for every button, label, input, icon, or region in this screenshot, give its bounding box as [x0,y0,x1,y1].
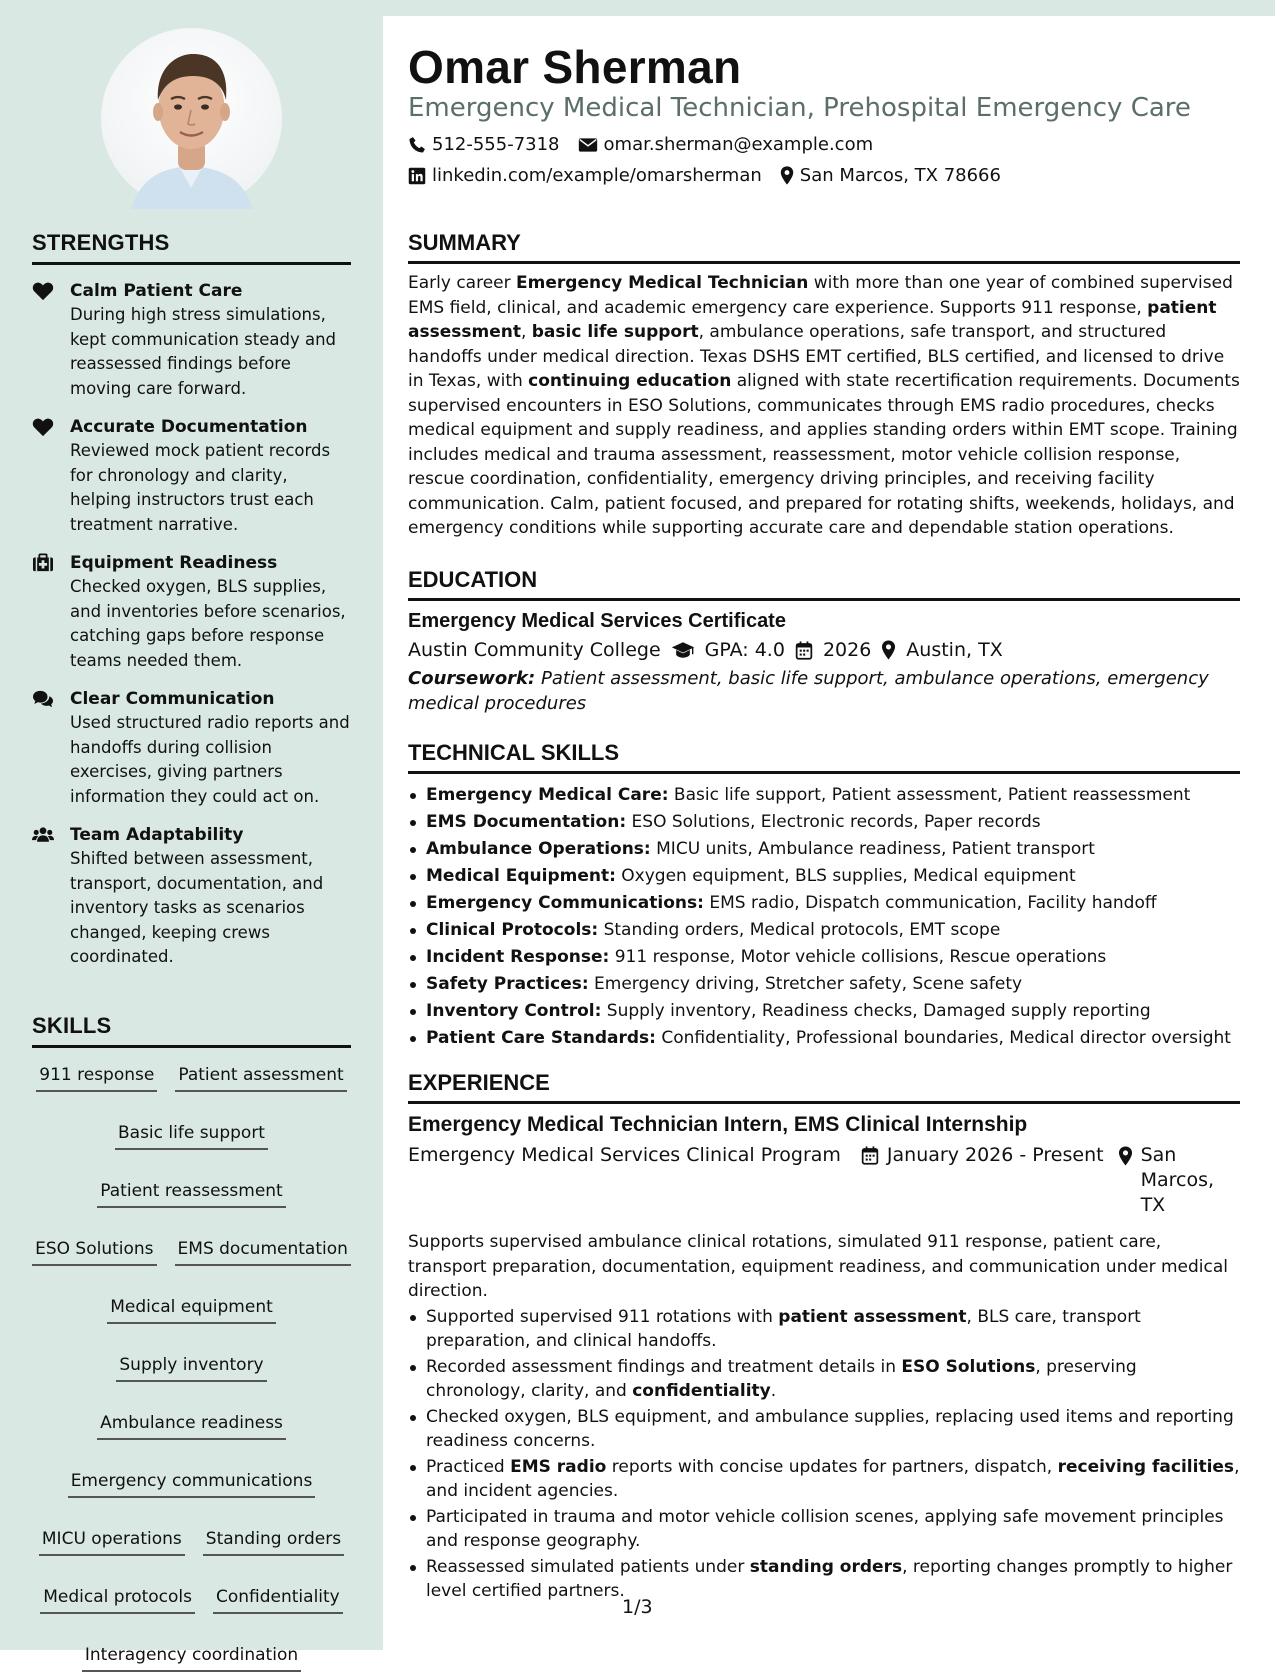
strength-desc: Used structured radio reports and handoffs during collision exercises, giving partners information they could act on. [70,713,350,806]
text-run: aligned with state recertification requirements. Documents supervised encounters in ESO Solutions, communicates through EMS radio procedures, checks medical equipment and supply readiness, and applies standing orders within EMT scope. Training includes medical and trauma assessment, reassessment, motor vehicle collision response, rescue coordination, confidentiality, emergency driving principles, and receiving facility communication. Calm, patient focused, and prepared for rotating shifts, weekends, holidays, and emergency conditions while supporting accurate care and dependable station operations. [408,371,1240,538]
strength-title: Team Adaptability [70,825,244,845]
experience-bullet [408,1355,1240,1404]
emphasis-text: patient assessment [778,1306,967,1327]
text-run: Checked oxygen, BLS equipment, and ambulance supplies, replacing used items and reporting readiness concerns. [426,1406,1234,1451]
strength-desc: Checked oxygen, BLS supplies, and inventories before scenarios, catching gaps before response teams needed them. [70,577,346,670]
graduation-year: 2026 [822,639,872,661]
summary-title: SUMMARY [408,230,1240,264]
top-strip [0,0,1275,16]
skill-category: Incident Response: [426,947,610,967]
experience-bullet [408,1305,1240,1354]
skill-values: Emergency driving, Stretcher safety, Scene safety [588,974,1023,994]
technical-skill-item [408,971,1240,998]
skill-category: EMS Documentation: [426,812,627,832]
degree-name: Emergency Medical Services Certificate [408,610,786,632]
skill-category: Clinical Protocols: [426,920,599,940]
technical-skill-item [408,998,1240,1025]
experience-bullet [408,1405,1240,1454]
experience-section [408,1070,1240,1604]
skills-title: SKILLS [32,1013,351,1048]
phone-icon [408,136,426,154]
heart-icon [32,417,54,437]
coursework [408,667,1240,716]
graduation-cap-icon [671,641,695,659]
email-text: omar.sherman@example.com [603,134,874,155]
gpa-text: GPA: 4.0 [704,639,785,661]
experience-bullet [408,1555,1240,1604]
skill-values: Basic life support, Patient assessment, Patient reassessment [668,785,1191,805]
strength-title: Clear Communication [70,689,275,709]
heart-icon [32,281,54,301]
linkedin-contact[interactable] [408,165,762,186]
calendar-icon [795,641,813,660]
map-pin-icon [1118,1146,1133,1166]
school-name: Austin Community College [408,639,661,661]
phone-contact[interactable] [408,134,560,155]
strength-title: Accurate Documentation [70,417,308,437]
emphasis-text: standing orders [749,1556,903,1577]
emphasis-text: receiving facilities [1057,1456,1235,1477]
skill-category: Inventory Control: [426,1001,602,1021]
experience-bullet [408,1455,1240,1504]
job-bullets [408,1305,1240,1604]
map-pin-icon [780,166,794,185]
job-dates: January 2026 - Present [886,1144,1104,1166]
emphasis-text: ESO Solutions [901,1356,1036,1377]
text-run: with more than one year of combined supervised EMS field, clinical, and academic emergency care experience. Supports 911 response, [408,273,1233,318]
emphasis-text: confidentiality [632,1381,771,1401]
job-intro: Supports supervised ambulance clinical rotations, simulated 911 response, patient care, transport preparation, documentation, equipment readiness, and communication under medical direction. [408,1232,1229,1301]
skill-tag: Medical equipment [107,1296,276,1324]
skills-list [32,1064,351,1672]
technical-skills-section [408,740,1240,1052]
medkit-icon [32,553,54,573]
text-run: Participated in trauma and motor vehicle collision scenes, applying safe movement principles and response geography. [426,1506,1224,1551]
emphasis-text: EMS radio [510,1456,607,1477]
page-number: 1/3 [622,1596,653,1618]
skill-values: Oxygen equipment, BLS supplies, Medical equipment [615,866,1076,886]
strengths-title: STRENGTHS [32,230,351,265]
text-run: , and incident agencies. [426,1456,1240,1501]
skill-category: Patient Care Standards: [426,1028,656,1048]
skill-tag: Supply inventory [116,1354,266,1382]
education-details [408,639,1240,661]
map-pin-icon [881,640,896,660]
skill-values: Confidentiality, Professional boundaries, Medical director oversight [655,1028,1231,1048]
text-run: , ambulance operations, safe transport, and structured handoffs under medical direction. Texas DSHS EMT certified, BLS certified, and licensed to drive in Texas, with [408,322,1225,391]
text-run: , preserving chronology, clarity, and [426,1356,1137,1401]
skill-category: Safety Practices: [426,974,589,994]
text-run: Recorded assessment findings and treatment details in [426,1356,902,1377]
comments-icon [32,689,54,709]
strength-desc: During high stress simulations, kept communication steady and reassessed findings before moving care forward. [70,305,337,398]
skill-tag: Patient assessment [175,1064,346,1092]
emphasis-text: continuing education [528,371,732,391]
skill-category: Medical Equipment: [426,866,616,886]
skill-tag: Standing orders [203,1528,344,1556]
avatar [101,28,282,209]
strength-title: Calm Patient Care [70,281,243,301]
technical-skill-item [408,836,1240,863]
skill-tag: Emergency communications [68,1470,316,1498]
job-meta [408,1143,1240,1218]
summary-section [408,230,1240,541]
technical-skill-item [408,890,1240,917]
skill-tag: MICU operations [39,1528,185,1556]
skill-tag: Confidentiality [213,1586,343,1614]
envelope-icon [578,137,598,153]
linkedin-icon [408,167,426,185]
text-run: , [520,322,532,342]
contact-row-2 [408,165,1019,186]
technical-skill-item [408,782,1240,809]
education-section [408,567,1240,716]
strengths-section [32,230,351,970]
job-organization: Emergency Medical Services Clinical Program [408,1144,841,1166]
job-title: Emergency Medical Technician, Prehospital Emergency Care [408,93,1191,123]
strength-desc: Shifted between assessment, transport, documentation, and inventory tasks as scenarios changed, keeping crews coordinated. [70,849,324,966]
education-title: EDUCATION [408,567,1240,601]
location-contact [780,165,1001,186]
skill-tag: Interagency coordination [82,1644,301,1672]
skill-tag: EMS documentation [175,1238,351,1266]
school-location: Austin, TX [906,639,1003,661]
strength-item [32,823,351,970]
text-run: Practiced [426,1456,511,1477]
skill-values: Standing orders, Medical protocols, EMT scope [598,920,1001,940]
skill-tag: Basic life support [115,1122,268,1150]
skill-tag: 911 response [36,1064,157,1092]
text-run: , reporting changes promptly to higher level certified partners. [426,1556,1233,1601]
text-run: , BLS care, transport preparation, and clinical handoffs. [426,1306,1141,1351]
coursework-label: Coursework: [408,668,536,689]
users-icon [32,825,54,845]
contact-row [408,134,891,155]
text-run: . [770,1381,777,1401]
emphasis-text: Emergency Medical Technician [516,273,809,293]
skill-values: MICU units, Ambulance readiness, Patient transport [650,839,1095,859]
technical-skills-list [408,782,1240,1052]
text-run: Reassessed simulated patients under [426,1556,750,1577]
technical-skill-item [408,863,1240,890]
job-role: Emergency Medical Technician Intern, EMS Clinical Internship [408,1113,1028,1136]
emphasis-text: patient assessment [408,297,1217,342]
skill-tag: Medical protocols [40,1586,195,1614]
skill-values: Supply inventory, Readiness checks, Damaged supply reporting [601,1001,1151,1021]
job-location: San Marcos, TX [1140,1144,1215,1216]
skill-tag: ESO Solutions [32,1238,156,1266]
skill-tag: Ambulance readiness [97,1412,286,1440]
calendar-icon [861,1146,879,1165]
skills-section [32,1013,351,1672]
strength-item [32,551,351,673]
technical-skill-item [408,1025,1240,1052]
strength-item [32,279,351,401]
technical-skill-item [408,917,1240,944]
skill-values: EMS radio, Dispatch communication, Facility handoff [703,893,1157,913]
coursework-text: Patient assessment, basic life support, ambulance operations, emergency medical procedures [408,668,1209,714]
text-run: reports with concise updates for partners, dispatch, [606,1456,1058,1477]
profile-photo [101,28,282,209]
strength-desc: Reviewed mock patient records for chronology and clarity, helping instructors trust each treatment narrative. [70,441,331,534]
emphasis-text: basic life support [531,322,699,342]
skill-category: Ambulance Operations: [426,839,651,859]
strength-item [32,687,351,809]
skill-category: Emergency Communications: [426,893,704,913]
strength-title: Equipment Readiness [70,553,278,573]
text-run: Early career [408,273,517,293]
location-text: San Marcos, TX 78666 [799,165,1001,186]
experience-bullet [408,1505,1240,1554]
skill-values: 911 response, Motor vehicle collisions, Rescue operations [609,947,1107,967]
text-run: Supported supervised 911 rotations with [426,1306,779,1327]
technical-skills-title: TECHNICAL SKILLS [408,740,1240,774]
technical-skill-item [408,944,1240,971]
email-contact[interactable] [578,134,874,155]
linkedin-text: linkedin.com/example/omarsherman [432,165,762,186]
experience-title: EXPERIENCE [408,1070,1240,1104]
summary-text [408,271,1240,541]
skill-values: ESO Solutions, Electronic records, Paper records [626,812,1041,832]
strength-item [32,415,351,537]
candidate-name: Omar Sherman [408,41,742,93]
skill-category: Emergency Medical Care: [426,785,669,805]
skill-tag: Patient reassessment [97,1180,285,1208]
phone-text: 512-555-7318 [432,134,560,155]
technical-skill-item [408,809,1240,836]
